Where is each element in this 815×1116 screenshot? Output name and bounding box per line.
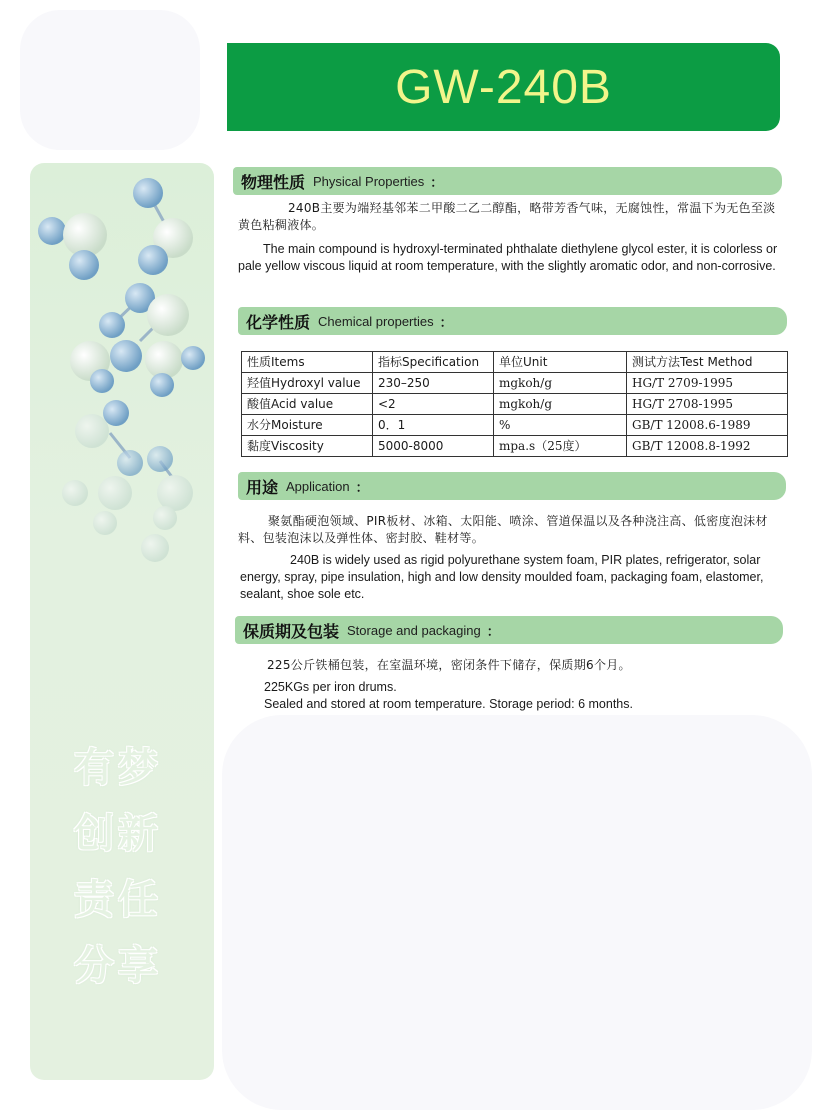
table-header-cell: 单位Unit xyxy=(494,352,627,373)
section-physical-colon: ： xyxy=(430,175,444,191)
chemical-properties-table xyxy=(241,351,788,457)
section-application-colon: ： xyxy=(355,480,369,496)
background-blob-top xyxy=(20,10,200,150)
section-chemical-title-en: Chemical properties xyxy=(318,313,434,329)
table-header-cell: 性质Items xyxy=(242,352,373,373)
section-physical-title-en: Physical Properties xyxy=(313,173,425,189)
sidebar-panel xyxy=(30,163,214,1080)
title-banner xyxy=(227,43,780,131)
table-row xyxy=(242,394,788,415)
table-cell: <2 xyxy=(373,394,494,415)
table-cell: GB/T 12008.6-1989 xyxy=(627,415,788,436)
table-cell: GB/T 12008.8-1992 xyxy=(627,436,788,457)
section-storage-title-cn: 保质期及包装 xyxy=(243,621,340,641)
storage-text-cn: 225公斤铁桶包装，在室温环境，密闭条件下储存，保质期6个月。 xyxy=(267,658,631,672)
slogan-dream: 有梦 xyxy=(74,745,162,791)
table-cell: % xyxy=(494,415,627,436)
table-header-cell: 测试方法Test Method xyxy=(627,352,788,373)
section-application-title-en: Application xyxy=(286,478,350,494)
section-application-title-cn: 用途 xyxy=(246,477,279,497)
application-text-cn: 聚氨酯硬泡领域、PIR板材、冰箱、太阳能、喷涂、管道保温以及各种浇注高、低密度泡沫材料、包装泡沫以及弹性体、密封胶、鞋材等。 xyxy=(238,514,768,545)
section-storage-colon: ： xyxy=(486,624,500,640)
table-cell: HG/T 2709-1995 xyxy=(627,373,788,394)
background-blob-bottom xyxy=(222,715,812,1110)
section-physical-title-cn: 物理性质 xyxy=(241,172,306,192)
product-title: GW-240B xyxy=(395,60,612,114)
table-cell: 水分Moisture xyxy=(242,415,373,436)
section-application-header xyxy=(238,472,786,500)
table-row xyxy=(242,415,788,436)
section-storage-header xyxy=(235,616,783,644)
table-header-row xyxy=(242,352,788,373)
table-row xyxy=(242,436,788,457)
storage-text-en-2: Sealed and stored at room temperature. Storage period: 6 months. xyxy=(264,697,633,711)
section-storage-title-en: Storage and packaging xyxy=(347,622,481,638)
table-cell: 0．1 xyxy=(373,415,494,436)
molecule-illustration-icon xyxy=(30,163,214,583)
physical-text-en: The main compound is hydroxyl-terminated phthalate diethylene glycol ester, it is colorless or pale yellow viscous liquid at room temperature, with the slightly aromatic odor, and non-corrosive. xyxy=(238,242,778,273)
table-row xyxy=(242,373,788,394)
table-cell: 5000-8000 xyxy=(373,436,494,457)
section-chemical-header xyxy=(238,307,787,335)
slogan-innovation: 创新 xyxy=(74,811,162,857)
table-cell: mgkoh/g xyxy=(494,373,627,394)
table-cell: mgkoh/g xyxy=(494,394,627,415)
table-cell: 羟值Hydroxyl value xyxy=(242,373,373,394)
slogan-sharing: 分享 xyxy=(74,943,162,989)
table-cell: 酸值Acid value xyxy=(242,394,373,415)
section-physical-header xyxy=(233,167,782,195)
table-cell: HG/T 2708-1995 xyxy=(627,394,788,415)
table-cell: 黏度Viscosity xyxy=(242,436,373,457)
storage-text-en-1: 225KGs per iron drums. xyxy=(264,680,397,694)
section-chemical-colon: ： xyxy=(439,315,453,331)
table-header-cell: 指标Specification xyxy=(373,352,494,373)
table-cell: mpa.s（25度） xyxy=(494,436,627,457)
physical-text-cn: 240B主要为端羟基邻苯二甲酸二乙二醇酯，略带芳香气味，无腐蚀性，常温下为无色至淡黄色粘稠液体。 xyxy=(238,201,776,232)
slogan-responsibility: 责任 xyxy=(74,877,162,923)
slogan-list xyxy=(30,735,214,999)
table-cell: 230–250 xyxy=(373,373,494,394)
section-chemical-title-cn: 化学性质 xyxy=(246,312,311,332)
application-text-en: 240B is widely used as rigid polyurethane system foam, PIR plates, refrigerator, solar energy, spray, pipe insulation, high and low density moulded foam, packaging foam, elastomer, sealant, shoe sole etc. xyxy=(240,553,764,601)
